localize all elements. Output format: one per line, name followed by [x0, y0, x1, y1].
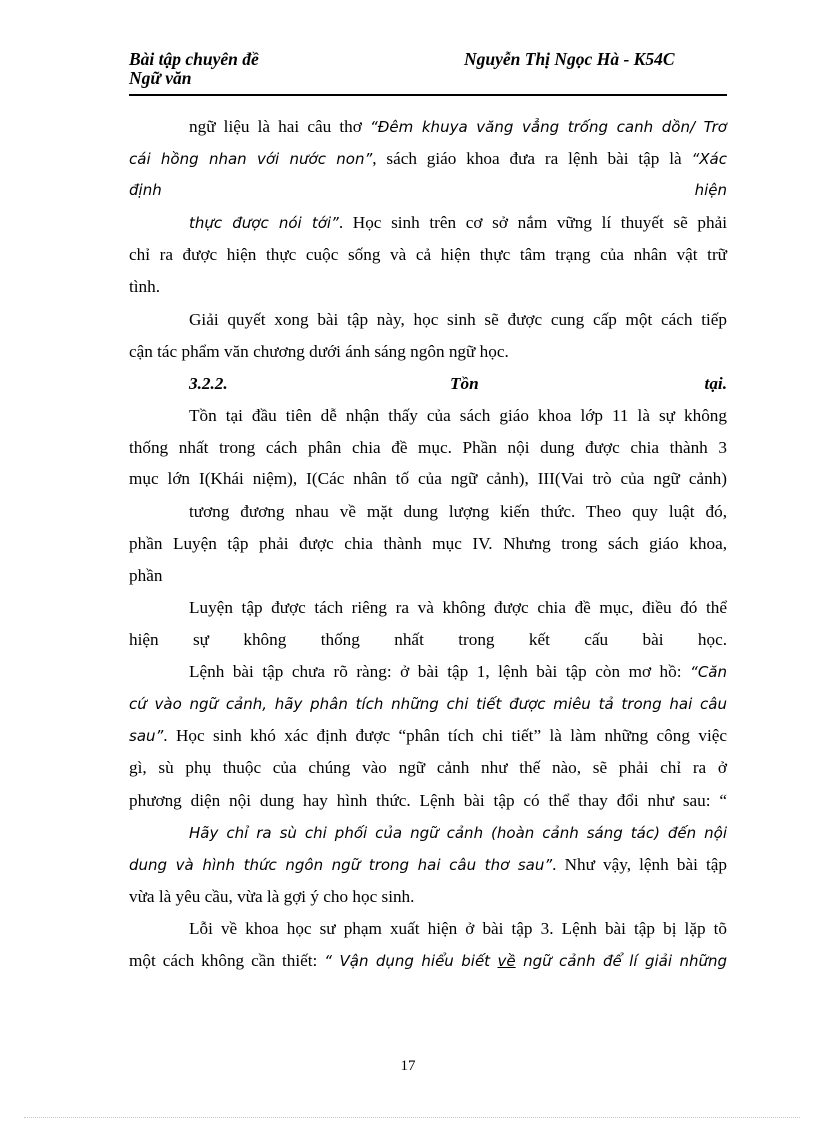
section-title-word: tại. [704, 374, 727, 393]
quote-run: “ Vận dụng hiểu biết [324, 952, 498, 970]
text-line: Hãy chỉ ra sù chi phối của ngữ cảnh (hoàn cảnh sáng tác) đến nội [189, 824, 727, 842]
text-line: cận tác phẩm văn chương dưới ánh sáng ngôn ngữ học. [129, 342, 509, 361]
text-run: , sách giáo khoa đưa ra lệnh bài tập là [372, 149, 692, 168]
text-line: Giải quyết xong bài tập này, học sinh sẽ được cung cấp một cách tiếp [189, 310, 727, 329]
page-header [129, 50, 727, 96]
text-run: ngữ liệu là hai câu thơ [189, 117, 370, 136]
text-line [129, 211, 727, 235]
text-line [129, 115, 727, 139]
quote-run: định [129, 181, 162, 199]
text-line [129, 853, 727, 877]
text-line: mục lớn I(Khái niệm), I(Các nhân tố của ngữ cảnh), III(Vai trò của ngữ cảnh) [129, 469, 727, 488]
quote-run: thực được nói tới” [189, 214, 339, 232]
text-line: Tồn tại đầu tiên dễ nhận thấy của sách giáo khoa lớp 11 là sự không [189, 406, 727, 425]
text-line: cứ vào ngữ cảnh, hãy phân tích những chi tiết được miêu tả trong hai câu [129, 695, 727, 713]
section-number: 3.2.2. [189, 374, 228, 393]
text-run: . Như vậy, lệnh bài tập [552, 855, 727, 874]
text-line: tình. [129, 277, 161, 296]
header-subject-line2: Ngữ văn [129, 68, 192, 88]
text-line: tương đương nhau về mặt dung lượng kiến thức. Theo quy luật đó, [189, 502, 727, 521]
text-line: Lỗi về khoa học sư phạm xuất hiện ở bài tập 3. Lệnh bài tập bị lặp tõ [189, 919, 727, 938]
text-line: chỉ ra được hiện thực cuộc sống và cả hiện thực tâm trạng của nhân vật trữ [129, 245, 727, 264]
page-edge-divider [24, 1117, 800, 1118]
text-line [129, 178, 727, 202]
text-run: một cách không cần thiết: [129, 951, 325, 970]
text-run: Lệnh bài tập chưa rõ ràng: ở bài tập 1, lệnh bài tập còn mơ hồ: [189, 662, 691, 681]
quote-run: hiện [694, 181, 727, 199]
text-line: phần [129, 566, 163, 585]
section-heading [129, 372, 727, 396]
text-line [129, 724, 727, 748]
header-subject [129, 50, 259, 88]
underlined-word: về [497, 952, 516, 970]
header-author: Nguyễn Thị Ngọc Hà - K54C [464, 49, 675, 69]
text-run: . Học sinh khó xác định được “phân tích chi tiết” là làm những công việc [163, 726, 727, 745]
text-line [129, 949, 727, 973]
text-line [129, 147, 727, 171]
text-line: phương diện nội dung hay hình thức. Lệnh bài tập có thể thay đổi như sau: “ [129, 791, 727, 810]
quote-run: “Đêm khuya văng vẳng trống canh dồn/ Trơ [370, 118, 727, 136]
header-subject-line1: Bài tập chuyên đề [129, 49, 259, 69]
quote-run: “Căn [690, 663, 727, 681]
quote-run: sau” [129, 727, 164, 745]
text-line: thống nhất trong cách phân chia đề mục. Phần nội dung được chia thành 3 [129, 438, 727, 457]
quote-run: dung và hình thức ngôn ngữ trong hai câu thơ sau” [129, 856, 553, 874]
quote-run: ngữ cảnh để lí giải những [515, 952, 727, 970]
text-line: vừa là yêu cầu, vừa là gợi ý cho học sinh. [129, 887, 415, 906]
text-line: phần Luyện tập phải được chia thành mục IV. Nhưng trong sách giáo khoa, [129, 534, 727, 553]
page-number: 17 [400, 1058, 416, 1074]
text-line: Luyện tập được tách riêng ra và không được chia đề mục, điều đó thể [189, 598, 727, 617]
text-run: . Học sinh trên cơ sở nắm vững lí thuyết sẽ phải [338, 213, 727, 232]
quote-run: cái hồng nhan với nước non” [129, 150, 373, 168]
section-title-word: Tồn [450, 374, 479, 393]
text-line [129, 660, 727, 684]
text-line: gì, sù phụ thuộc của chúng vào ngữ cảnh như thế nào, sẽ phải chỉ ra ở [129, 758, 727, 777]
quote-run: “Xác [691, 150, 727, 168]
text-line: hiện sự không thống nhất trong kết cấu bài học. [129, 630, 727, 649]
